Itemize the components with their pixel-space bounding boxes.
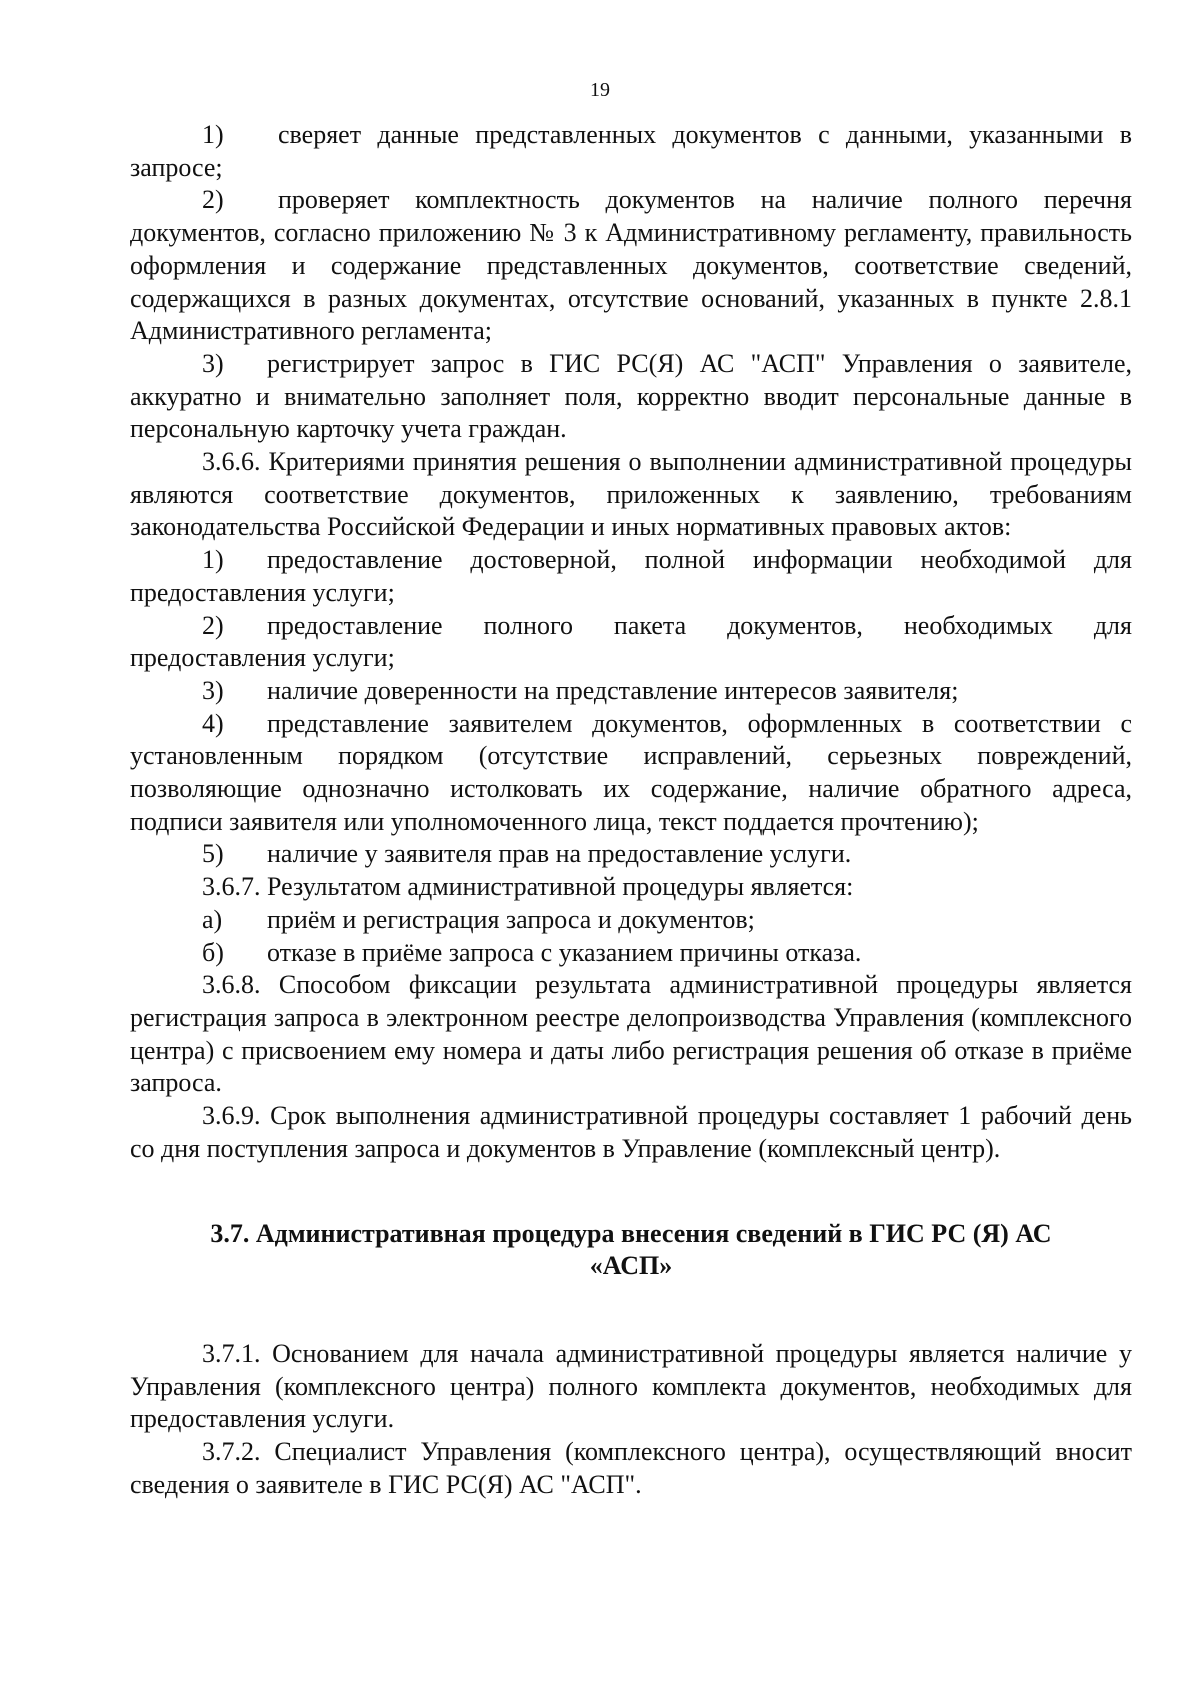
list-item-text: представление заявителем документов, оформленных в соответствии с установленным порядком (отсутствие исправлений, серьезных повреждений, позволяющие однозначно истолковать их содержание, наличие обратного адреса, подписи заявителя или уполномоченного лица, текст поддается прочтению);: [130, 708, 1132, 836]
list-item: [130, 348, 1132, 446]
page-number: 19: [590, 79, 610, 101]
list-item-text: приём и регистрация запроса и документов;: [267, 904, 755, 934]
list-item: [130, 544, 1132, 609]
paragraph-3-6-6: 3.6.6. Критериями принятия решения о выполнении административной процедуры являются соответствие документов, приложенных к заявлению, требованиям законодательства Российской Федерации и иных нормативных правовых актов:: [130, 447, 1132, 542]
section-heading-line-1: 3.7. Административная процедура внесения сведений в ГИС РС (Я) АС: [210, 1218, 1052, 1248]
list-marker: 3): [202, 675, 224, 705]
list-marker: 1): [202, 545, 224, 575]
paragraph-3-7-2: 3.7.2. Специалист Управления (комплексного центра), осуществляющий вносит сведения о заявителе в ГИС РС(Я) АС "АСП".: [130, 1437, 1132, 1499]
list-item-text: предоставление полного пакета документов, необходимых для предоставления услуги;: [130, 610, 1132, 673]
list-item-text: предоставление достоверной, полной информации необходимой для предоставления услуги;: [130, 545, 1132, 607]
spacer: [130, 1283, 1132, 1338]
paragraph-3-6-9: 3.6.9. Срок выполнения административной процедуры составляет 1 рабочий день со дня поступления запроса и документов в Управление (комплексный центр).: [130, 1101, 1132, 1163]
list-item: [130, 937, 1132, 970]
list-item-text: отказе в приёме запроса с указанием причины отказа.: [267, 937, 862, 967]
paragraph-3-6-7: 3.6.7. Результатом административной процедуры является:: [202, 872, 854, 902]
list-marker: б): [202, 937, 224, 967]
list-item-text: регистрирует запрос в ГИС РС(Я) АС "АСП" Управления о заявителе, аккуратно и внимательно заполняет поля, корректно вводит персональные данные в персональную карточку учета граждан.: [130, 348, 1132, 444]
list-marker: 3): [202, 348, 224, 378]
section-heading-line-2: «АСП»: [589, 1251, 673, 1281]
list-marker: 5): [202, 839, 224, 869]
section-heading: [130, 1218, 1132, 1283]
paragraph-3-6-8: 3.6.8. Способом фиксации результата административной процедуры является регистрация запроса в электронном реестре делопроизводства Управления (комплексного центра) с присвоением ему номера и даты либо регистрация решения об отказе в приёме запроса.: [130, 970, 1132, 1098]
paragraph-3-7-1: 3.7.1. Основанием для начала административной процедуры является наличие у Управления (комплексного центра) полного комплекта документов, необходимых для предоставления услуги.: [130, 1338, 1132, 1434]
list-item: [130, 184, 1132, 348]
list-marker: 2): [202, 610, 224, 640]
list-item: [130, 708, 1132, 839]
list-item-text: сверяет данные представленных документов с данными, указанными в запросе;: [130, 120, 1132, 182]
list-item: [130, 610, 1132, 675]
list-item-text: проверяет комплектность документов на наличие полного перечня документов, согласно приложению № 3 к Административному регламенту, правильность оформления и содержание представленных документов, соответствие сведений, содержащихся в разных документах, отсутствие оснований, указанных в пункте 2.8.1 Административного регламента;: [130, 185, 1132, 346]
list-marker: 4): [202, 708, 224, 738]
document-body: [130, 119, 1132, 1501]
list-item-text: наличие доверенности на представление интересов заявителя;: [267, 675, 959, 705]
spacer: [130, 1166, 1132, 1218]
list-marker: 2): [202, 185, 224, 215]
list-item: [130, 838, 1132, 871]
list-item: [130, 119, 1132, 184]
list-item-text: наличие у заявителя прав на предоставление услуги.: [267, 839, 852, 869]
list-item: [130, 904, 1132, 937]
list-marker: 1): [202, 120, 224, 149]
list-item: [130, 675, 1132, 708]
list-marker: а): [202, 904, 223, 934]
